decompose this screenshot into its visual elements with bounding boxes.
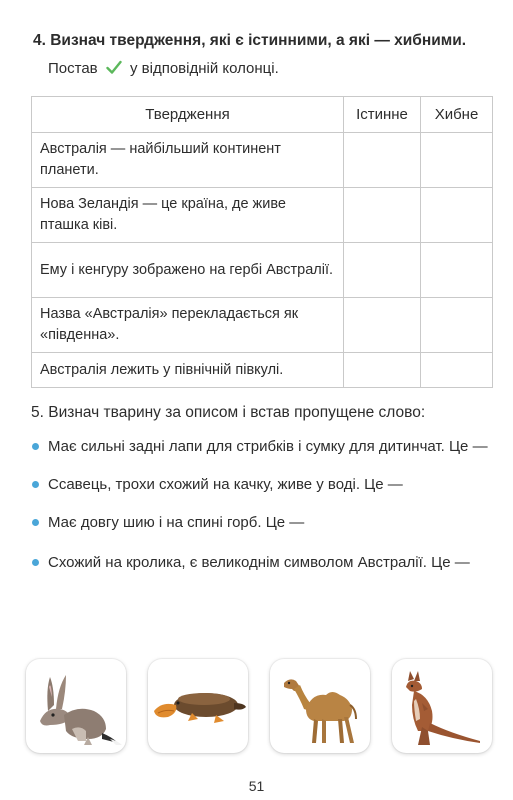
table-row bbox=[32, 353, 493, 388]
statement-cell: Ему і кенгуру зображено на гербі Австралії. bbox=[32, 243, 344, 298]
bullet-dot-icon bbox=[32, 519, 39, 526]
table-row bbox=[32, 298, 493, 353]
table-row bbox=[32, 188, 493, 243]
false-answer-cell[interactable] bbox=[421, 133, 493, 188]
statement-cell: Австралія — найбільший континент планети. bbox=[32, 133, 344, 188]
false-answer-cell[interactable] bbox=[421, 243, 493, 298]
animal-descriptions-list bbox=[31, 436, 493, 592]
table-row bbox=[32, 243, 493, 298]
description-text: Схожий на кролика, є великоднім символом Австралії. Це — bbox=[48, 554, 470, 571]
bullet-dot-icon bbox=[32, 481, 39, 488]
description-text: Має довгу шию і на спині горб. Це — bbox=[48, 514, 305, 531]
true-answer-cell[interactable] bbox=[344, 298, 421, 353]
statements-table bbox=[31, 96, 493, 388]
animal-card-bilby[interactable] bbox=[26, 659, 126, 753]
header-statement: Твердження bbox=[32, 97, 344, 133]
task-4-title: 4. Визнач твердження, які є істинними, а які — хибними. bbox=[33, 32, 467, 49]
true-answer-cell[interactable] bbox=[344, 353, 421, 388]
list-item bbox=[31, 436, 493, 458]
page-number: 51 bbox=[248, 778, 265, 794]
bilby-icon bbox=[26, 659, 126, 753]
description-text: Ссавець, трохи схожий на качку, живе у воді. Це — bbox=[48, 476, 403, 493]
platypus-icon bbox=[148, 659, 248, 753]
animal-card-platypus[interactable] bbox=[148, 659, 248, 753]
animal-card-camel[interactable] bbox=[270, 659, 370, 753]
animal-cards bbox=[26, 659, 496, 755]
false-answer-cell[interactable] bbox=[421, 353, 493, 388]
animal-card-kangaroo[interactable] bbox=[392, 659, 492, 753]
task-4-instruction bbox=[48, 58, 488, 82]
table-header-row bbox=[32, 97, 493, 133]
instruction-before: Постав bbox=[48, 60, 98, 77]
list-item bbox=[31, 474, 493, 496]
bullet-dot-icon bbox=[32, 443, 39, 450]
instruction-after: у відповідній колонці. bbox=[129, 60, 279, 77]
true-answer-cell[interactable] bbox=[344, 243, 421, 298]
header-true: Істинне bbox=[344, 97, 421, 133]
statement-cell: Нова Зеландія — це країна, де живе пташка ківі. bbox=[32, 188, 344, 243]
false-answer-cell[interactable] bbox=[421, 298, 493, 353]
statement-cell: Назва «Австралія» перекладається як «південна». bbox=[32, 298, 344, 353]
task-5-title: 5. Визнач тварину за описом і встав пропущене слово: bbox=[31, 404, 426, 421]
statement-cell: Австралія лежить у північній півкулі. bbox=[32, 353, 344, 388]
header-false: Хибне bbox=[421, 97, 493, 133]
kangaroo-icon bbox=[392, 659, 492, 753]
true-answer-cell[interactable] bbox=[344, 188, 421, 243]
description-text: Має сильні задні лапи для стрибків і сумку для дитинчат. Це — bbox=[48, 438, 488, 455]
list-item bbox=[31, 552, 493, 574]
list-item bbox=[31, 512, 493, 534]
camel-icon bbox=[270, 659, 370, 753]
true-answer-cell[interactable] bbox=[344, 133, 421, 188]
table-row bbox=[32, 133, 493, 188]
checkmark-icon bbox=[106, 60, 122, 82]
false-answer-cell[interactable] bbox=[421, 188, 493, 243]
bullet-dot-icon bbox=[32, 559, 39, 566]
